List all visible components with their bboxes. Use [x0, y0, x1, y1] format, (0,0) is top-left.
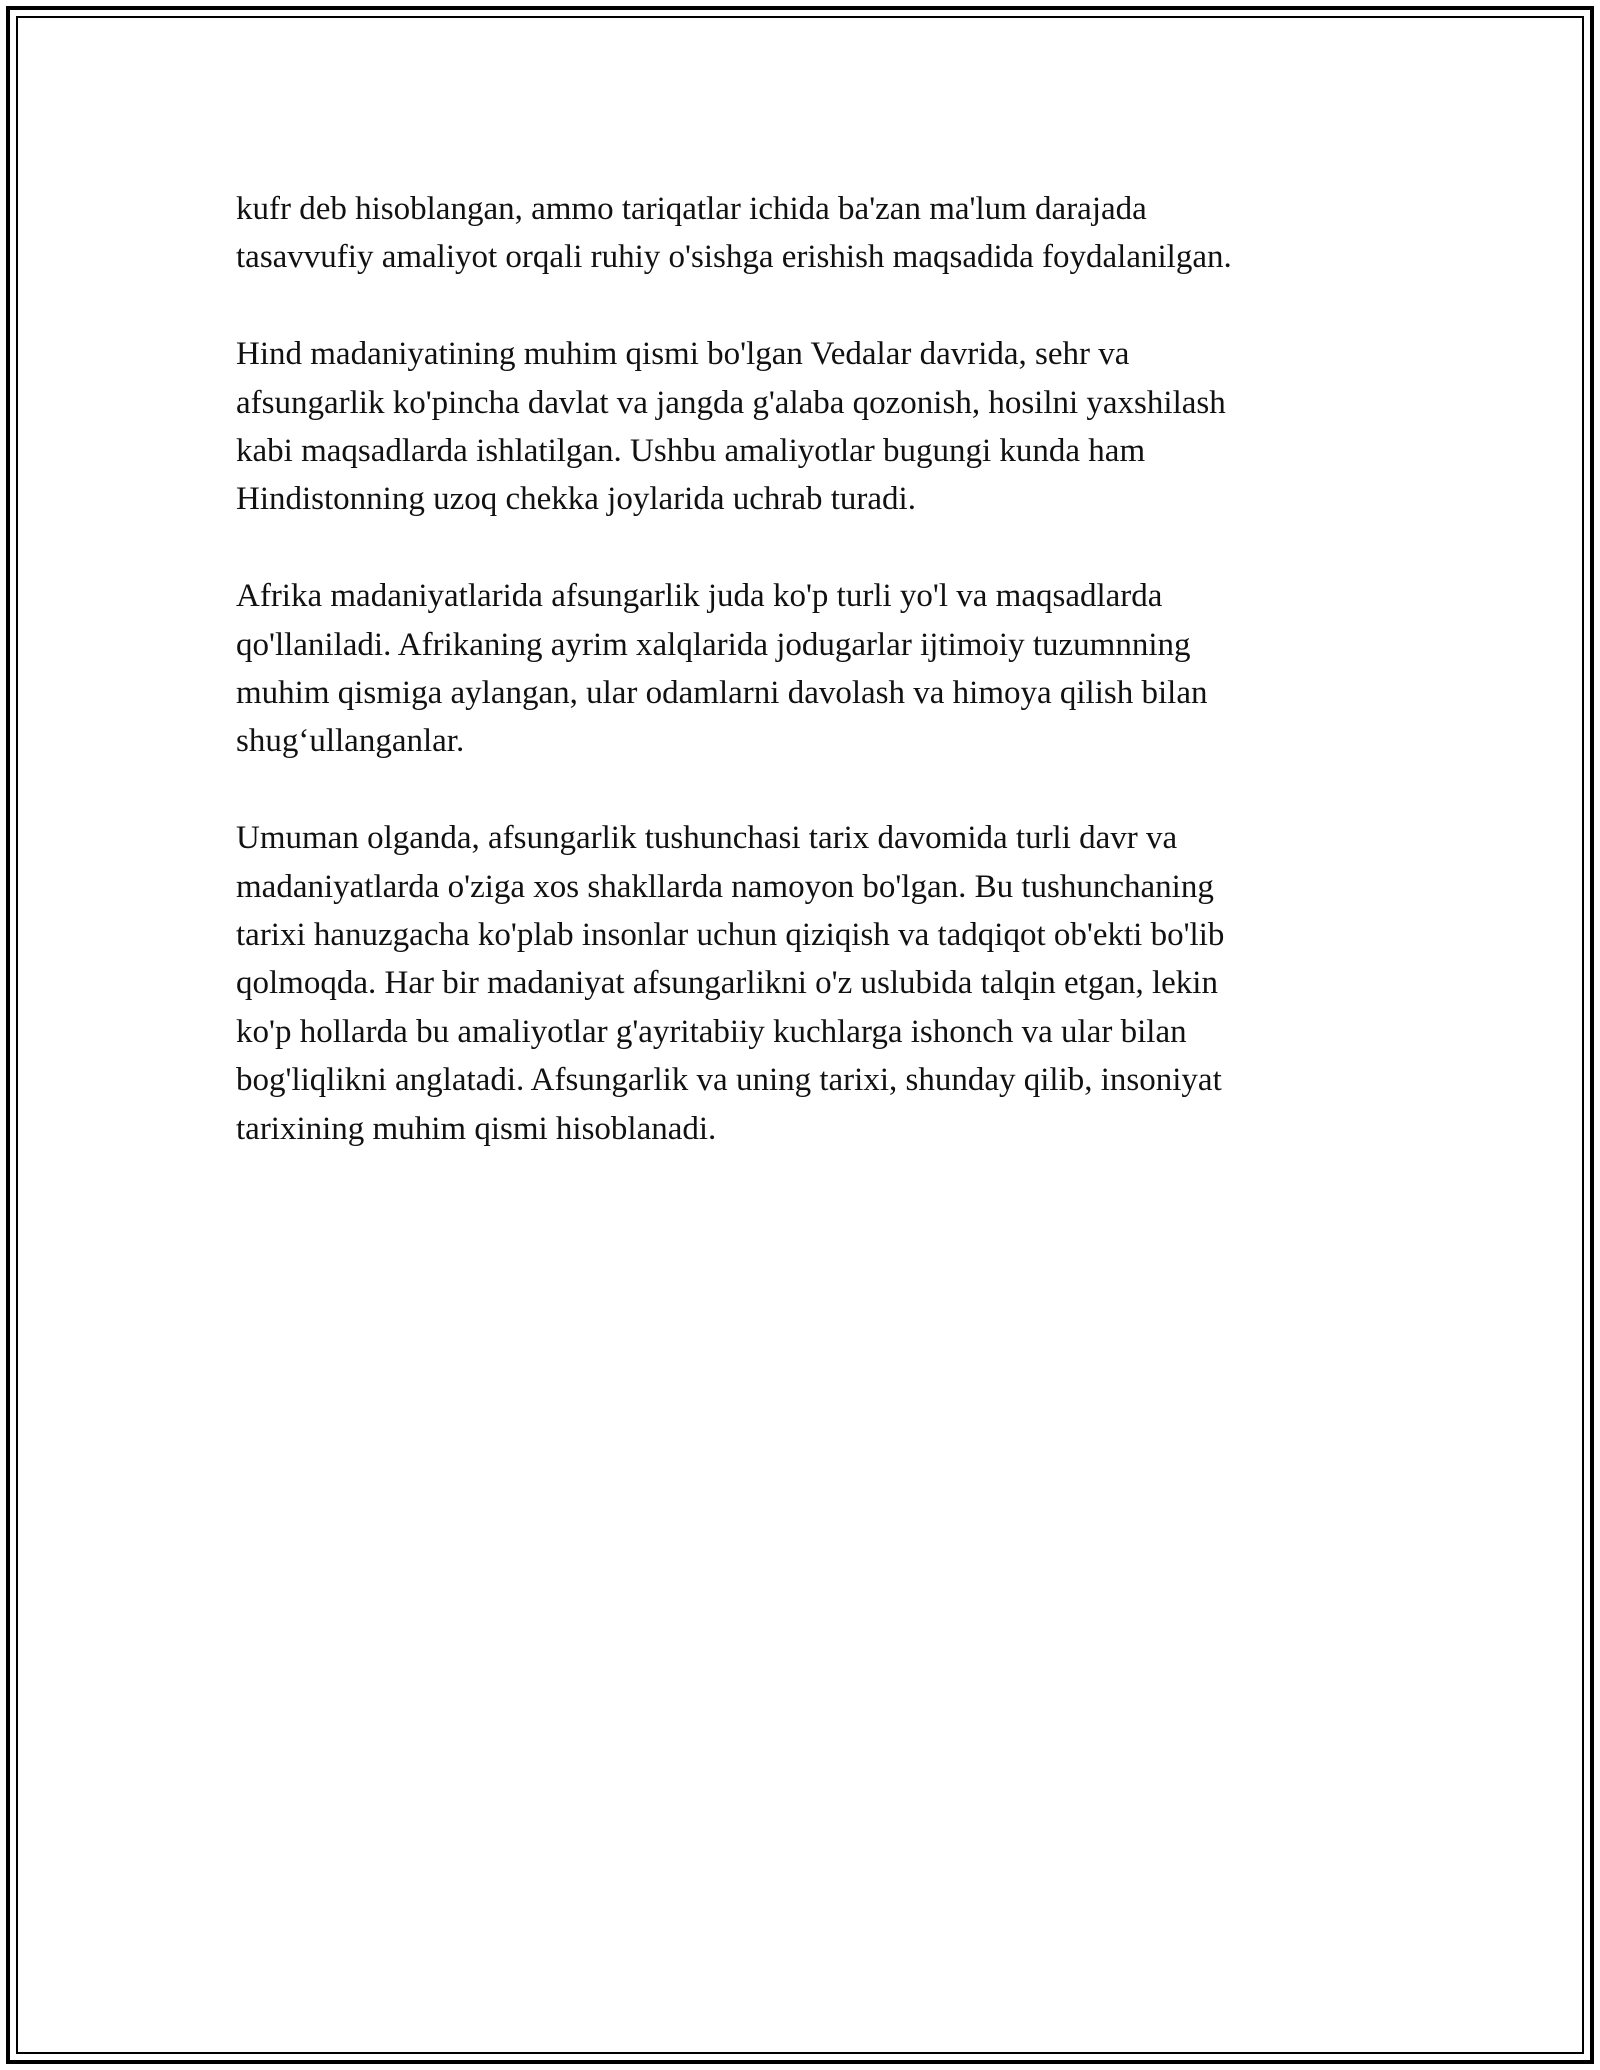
paragraph: [236, 572, 1376, 766]
paragraph: [236, 814, 1376, 1153]
text-line: ko'p hollarda bu amaliyotlar g'ayritabiiy kuchlarga ishonch va ular bilan: [236, 1013, 1187, 1050]
text-line: muhim qismiga aylangan, ular odamlarni davolash va himoya qilish bilan: [236, 675, 1208, 712]
document-body: [236, 185, 1376, 1201]
text-line: tarixining muhim qismi hisoblanadi.: [236, 1110, 717, 1147]
text-line: shug‘ullanganlar.: [236, 723, 465, 760]
text-line: Umuman olganda, afsungarlik tushunchasi tarix davomida turli davr va: [236, 820, 1178, 857]
paragraph: [236, 185, 1376, 282]
text-line: Hind madaniyatining muhim qismi bo'lgan Vedalar davrida, sehr va: [236, 336, 1130, 373]
paragraph: [236, 330, 1376, 524]
text-line: afsungarlik ko'pincha davlat va jangda g'alaba qozonish, hosilni yaxshilash: [236, 384, 1226, 421]
text-line: qo'llaniladi. Afrikaning ayrim xalqlarida jodugarlar ijtimoiy tuzumnning: [236, 626, 1191, 663]
text-line: Hindistonning uzoq chekka joylarida uchrab turadi.: [236, 481, 916, 518]
text-line: madaniyatlarda o'ziga xos shakllarda namoyon bo'lgan. Bu tushunchaning: [236, 868, 1214, 905]
text-line: bog'liqlikni anglatadi. Afsungarlik va uning tarixi, shunday qilib, insoniyat: [236, 1062, 1222, 1099]
text-line: tarixi hanuzgacha ko'plab insonlar uchun qiziqish va tadqiqot ob'ekti bo'lib: [236, 917, 1225, 954]
text-line: qolmoqda. Har bir madaniyat afsungarlikni o'z uslubida talqin etgan, lekin: [236, 965, 1218, 1002]
text-line: kufr deb hisoblangan, ammo tariqatlar ichida ba'zan ma'lum darajada: [236, 191, 1147, 227]
text-line: tasavvufiy amaliyot orqali ruhiy o'sishga erishish maqsadida foydalanilgan.: [236, 239, 1232, 276]
text-line: Afrika madaniyatlarida afsungarlik juda ko'p turli yo'l va maqsadlarda: [236, 578, 1163, 615]
text-line: kabi maqsadlarda ishlatilgan. Ushbu amaliyotlar bugungi kunda ham: [236, 433, 1146, 470]
